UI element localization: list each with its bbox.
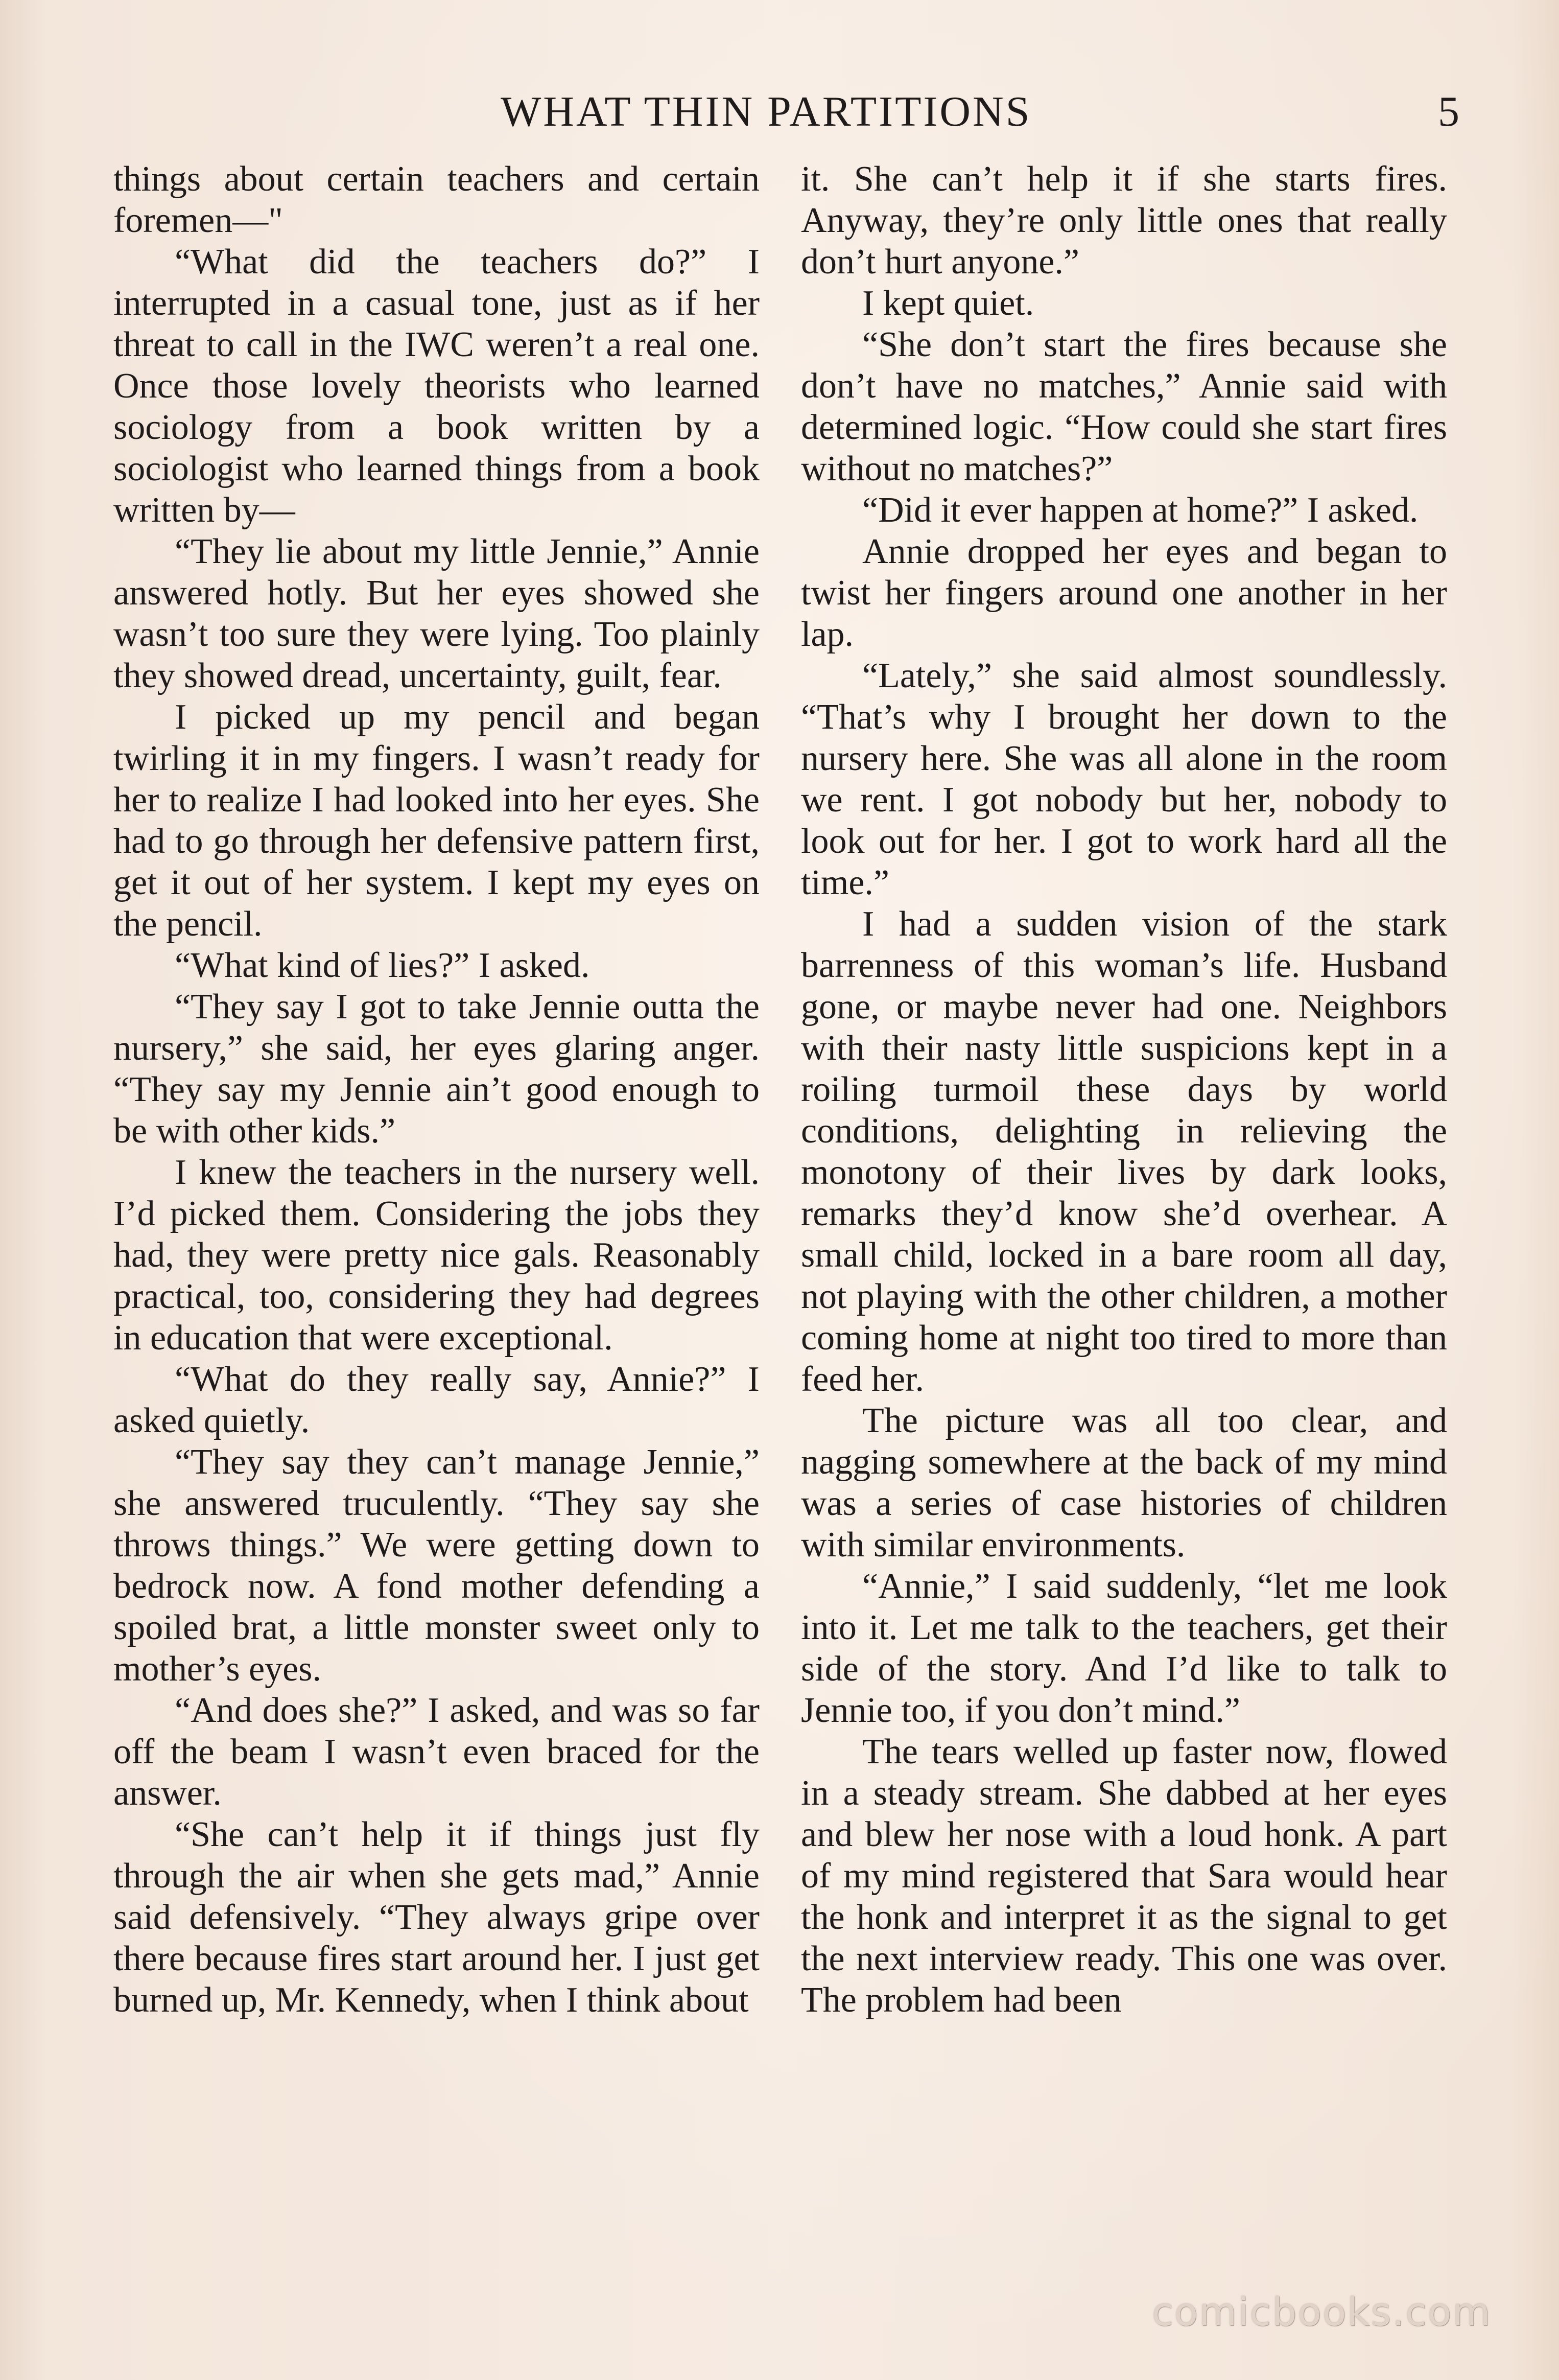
paragraph: “What do they really say, Annie?” I asked quietly. — [113, 1360, 760, 1440]
running-head — [0, 87, 1559, 148]
paragraph: “What kind of lies?” I asked. — [175, 946, 590, 985]
paragraph: “They say they can’t manage Jennie,” she answered truculently. “They say she throws things.” We were getting down to bedrock now. A fond mother defending a spoiled brat, a little monster sweet only to mother’s eyes. — [113, 1442, 760, 1689]
running-title: WHAT THIN PARTITIONS — [501, 88, 1032, 135]
paragraph: “And does she?” I asked, and was so far off the beam I wasn’t even braced for the answer. — [113, 1691, 760, 1813]
paragraph: “Annie,” I said suddenly, “let me look into it. Let me talk to the teachers, get their side of the story. And I’d like to talk to Jennie too, if you don’t mind.” — [801, 1567, 1447, 1730]
left-column — [113, 158, 760, 2021]
page-number: 5 — [1438, 88, 1459, 135]
paragraph: it. She can’t help it if she starts fires. Anyway, they’re only little ones that really don’t hurt anyone.” — [801, 159, 1447, 282]
paragraph: “What did the teachers do?” I interrupted in a casual tone, just as if her threat to call in the IWC weren’t a real one. Once those lovely theorists who learned sociology from a book written by a sociologist who learned things from a book written by— — [113, 242, 760, 530]
paragraph: things about certain teachers and certain foremen—" — [113, 159, 760, 240]
watermark: comicbooks.com — [1152, 2289, 1492, 2335]
paragraph: I knew the teachers in the nursery well. I’d picked them. Considering the jobs they had, they were pretty nice gals. Reasonably practical, too, considering they had degrees in education that were exceptional. — [113, 1153, 760, 1358]
paragraph: “They say I got to take Jennie outta the nursery,” she said, her eyes glaring anger. “They say my Jennie ain’t good enough to be with other kids.” — [113, 987, 760, 1151]
paragraph: “She can’t help it if things just fly through the air when she gets mad,” Annie said defensively. “They always gripe over there because fires start around her. I just get burned up, Mr. Kennedy, when I think about — [113, 1815, 760, 2020]
paragraph: Annie dropped her eyes and began to twist her fingers around one another in her lap. — [801, 532, 1447, 654]
right-column — [801, 158, 1447, 2021]
paragraph: I picked up my pencil and began twirling it in my fingers. I wasn’t ready for her to realize I had looked into her eyes. She had to go through her defensive pattern first, get it out of her system. I kept my eyes on the pencil. — [113, 697, 760, 944]
paragraph: “Lately,” she said almost soundlessly. “That’s why I brought her down to the nursery here. She was all alone in the room we rent. I got nobody but her, nobody to look out for her. I got to work hard all the time.” — [801, 656, 1447, 902]
paragraph: “They lie about my little Jennie,” Annie answered hotly. But her eyes showed she wasn’t too sure they were lying. Too plainly they showed dread, uncertainty, guilt, fear. — [113, 532, 760, 695]
paragraph: The tears welled up faster now, flowed in a steady stream. She dabbed at her eyes and blew her nose with a loud honk. A part of my mind registered that Sara would hear the honk and interpret it as the signal to get the next interview ready. This one was over. The problem had been — [801, 1732, 1447, 2020]
paragraph: The picture was all too clear, and nagging somewhere at the back of my mind was a series of case histories of children with similar environments. — [801, 1401, 1447, 1565]
paragraph: “She don’t start the fires because she don’t have no matches,” Annie said with determined logic. “How could she start fires without no matches?” — [801, 325, 1447, 488]
paragraph: I kept quiet. — [862, 284, 1034, 323]
paragraph: “Did it ever happen at home?” I asked. — [862, 491, 1419, 530]
paragraph: I had a sudden vision of the stark barrenness of this woman’s life. Husband gone, or maybe never had one. Neighbors with their nasty little suspicions kept in a roiling turmoil these days by world conditions, delighting in relieving the monotony of their lives by dark looks, remarks they’d know she’d overhear. A small child, locked in a bare room all day, not playing with the other children, a mother coming home at night too tired to more than feed her. — [801, 904, 1447, 1399]
